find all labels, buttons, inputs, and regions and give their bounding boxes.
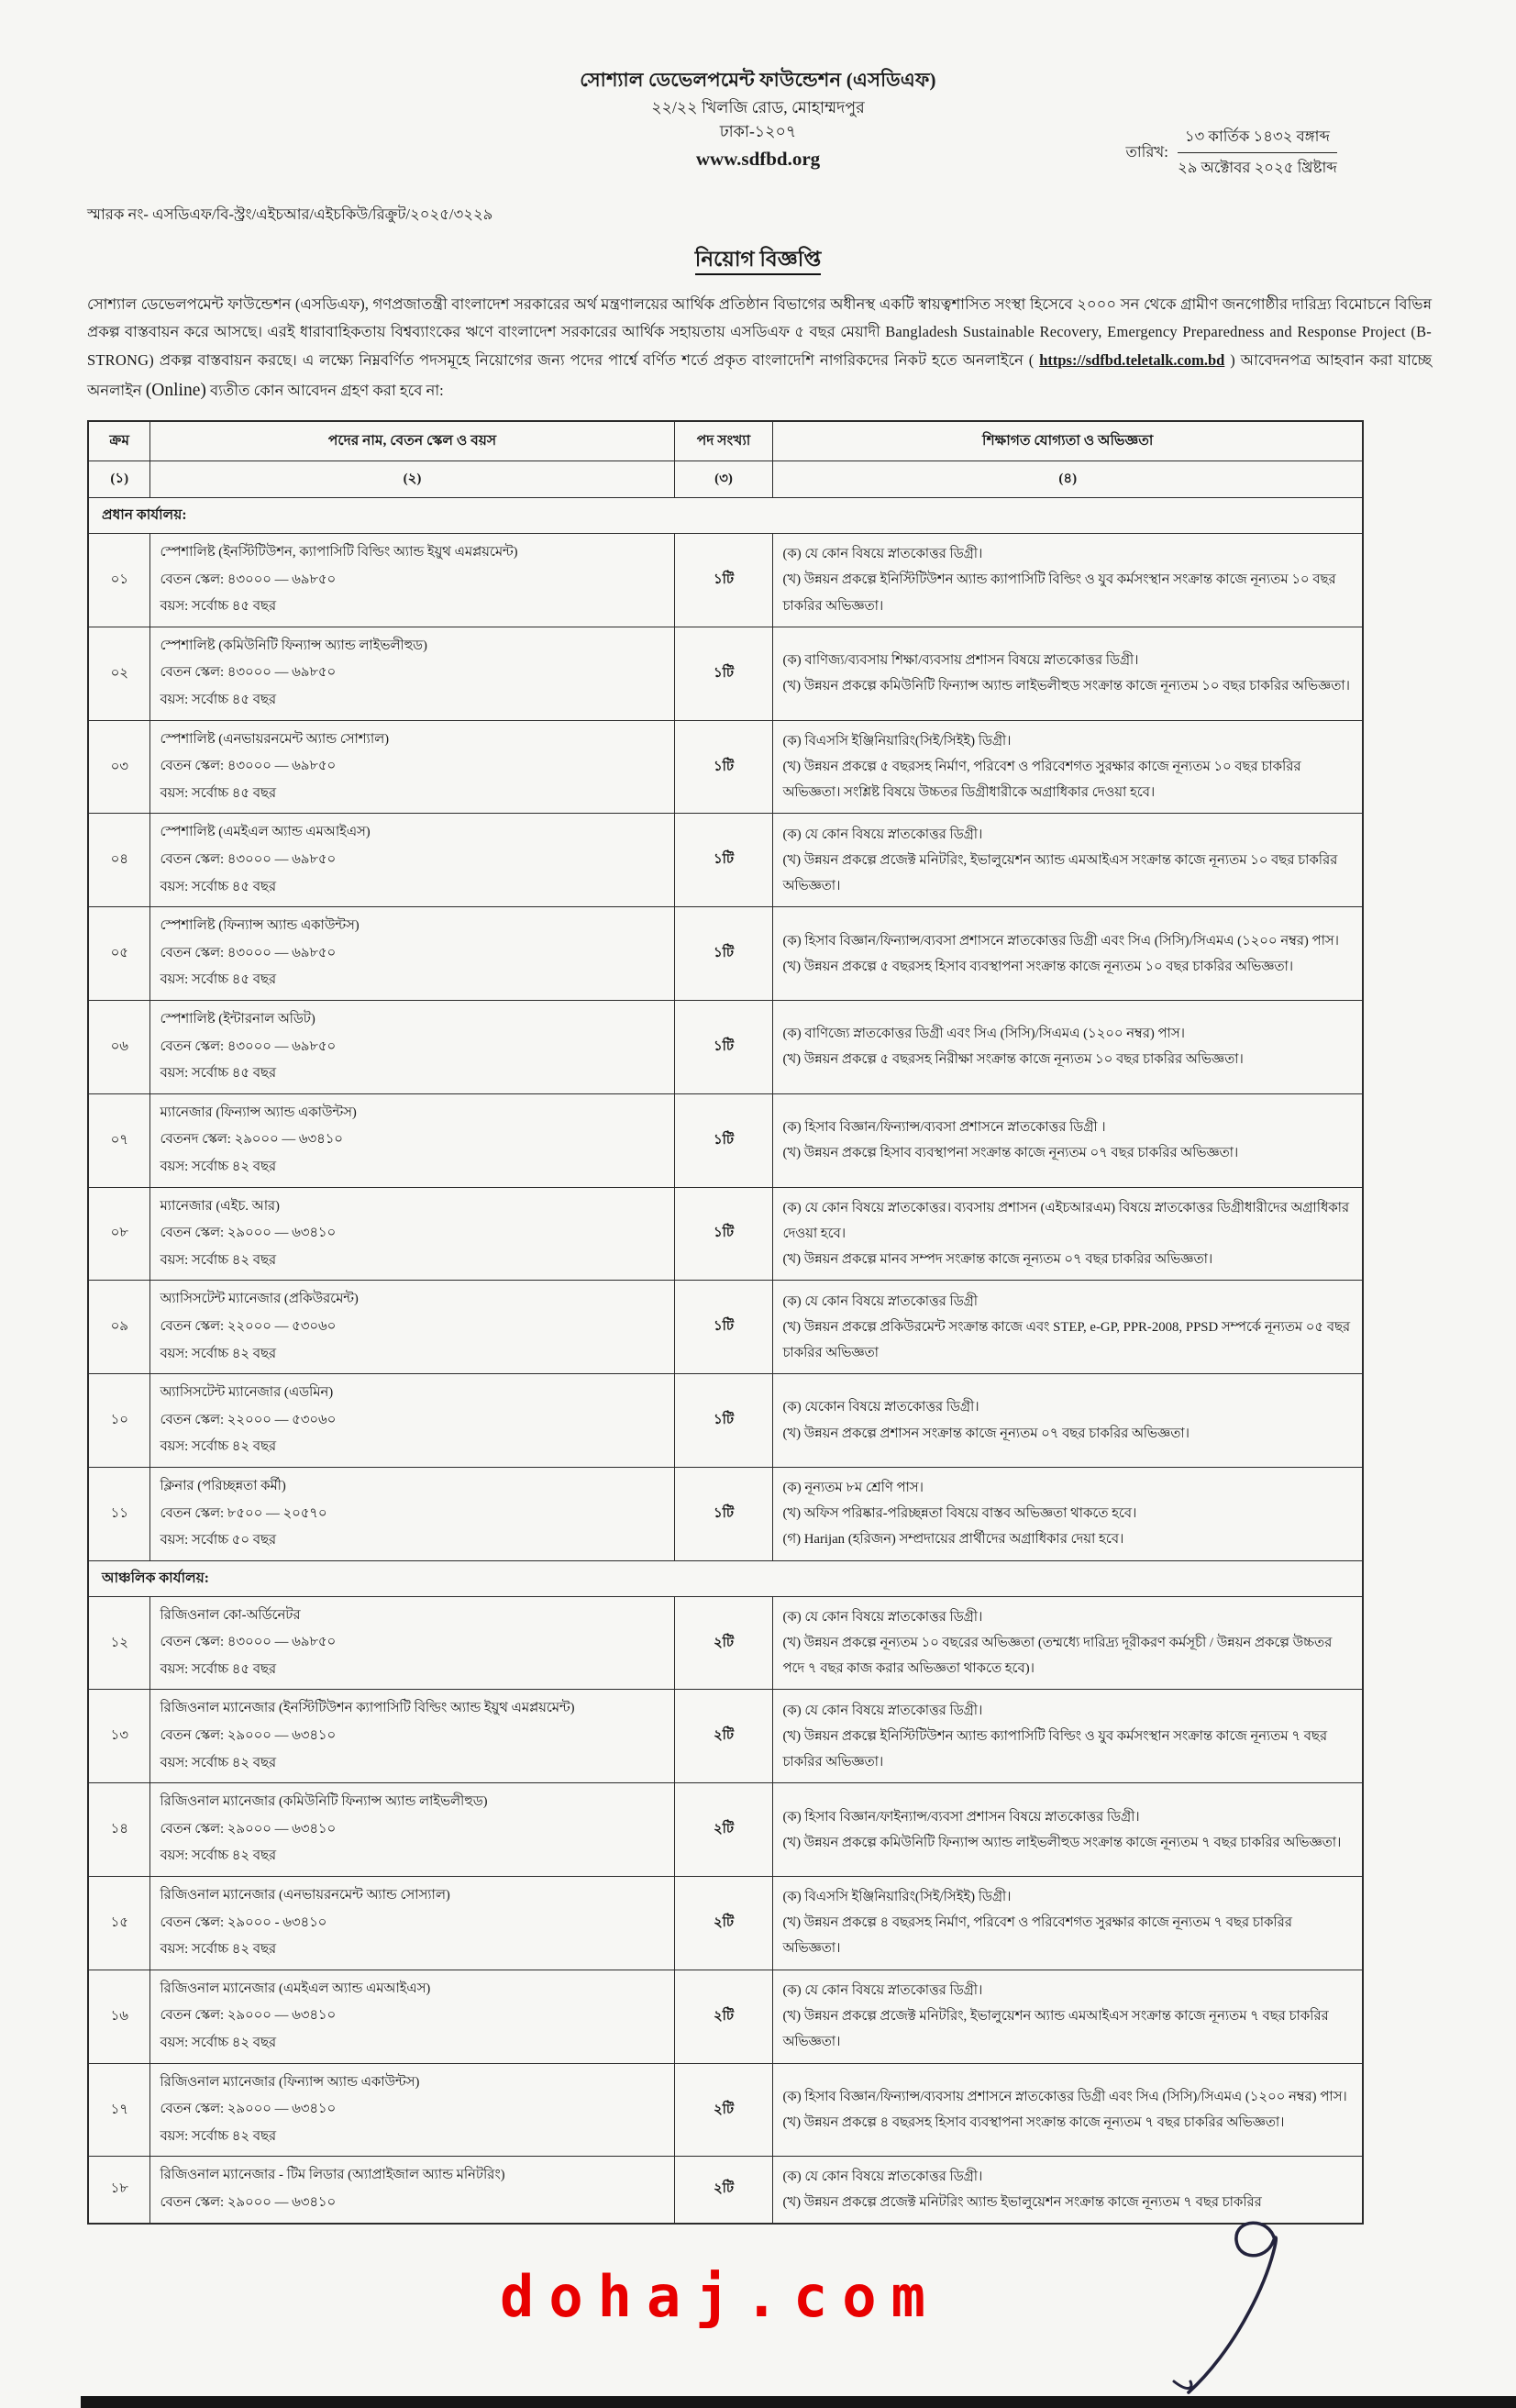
qualification-line: (খ) উন্নয়ন প্রকল্পে ৫ বছরসহ নিরীক্ষা সংক্রান্ত কাজে নূন্যতম ১০ বছর চাকরির অভিজ্ঞতা। bbox=[782, 1052, 1244, 1068]
table-row bbox=[88, 1187, 1363, 1281]
post-title: অ্যাসিসটেন্ট ম্যানেজার (এডমিন) bbox=[160, 1385, 334, 1401]
header-row bbox=[88, 421, 1363, 461]
qualification-line: (খ) অফিস পরিষ্কার-পরিচ্ছন্নতা বিষয়ে বাস্তব অভিজ্ঞতা থাকতে হবে। bbox=[782, 1506, 1137, 1522]
post-count-cell: ১টি bbox=[674, 1093, 773, 1187]
post-count-cell: ১টি bbox=[674, 627, 773, 720]
table-row bbox=[88, 1281, 1363, 1374]
memo-number: স্মারক নং- এসডিএফ/বি-স্ট্রং/এইচআর/এইচকিউ/রিক্রুট/২০২৫/৩২২৯ bbox=[87, 205, 493, 223]
post-title: স্পেশালিষ্ট (কমিউনিটি ফিন্যান্স অ্যান্ড লাইভলীহুড) bbox=[160, 638, 427, 653]
qualification-cell bbox=[773, 1187, 1363, 1281]
post-cell bbox=[150, 2157, 674, 2224]
qualification-cell bbox=[773, 1281, 1363, 1374]
qualification-line: (খ) উন্নয়ন প্রকল্পে ইনিস্টিটিউশন অ্যান্ড ক্যাপাসিটি বিল্ডিং ও যুব কর্মসংস্থান সংক্রান্ত কাজে নূন্যতম ৭ বছর চাকরির অভিজ্ঞতা। bbox=[782, 1728, 1327, 1770]
online-word: (Online) bbox=[145, 381, 206, 401]
pay-scale: বেতন স্কেল: ২৯০০০ — ৬৩৪১০ bbox=[160, 2194, 337, 2210]
pay-scale: বেতন স্কেল: ২২০০০ — ৫৩০৬০ bbox=[160, 1412, 337, 1427]
serial-cell: ১৩ bbox=[88, 1690, 150, 1783]
serial-cell: ০১ bbox=[88, 534, 150, 627]
qualification-line: (খ) উন্নয়ন প্রকল্পে ৪ বছরসহ হিসাব ব্যবস্থাপনা সংক্রান্ত কাজে নূন্যতম ৭ বছর চাকরির অভিজ্ঞতা। bbox=[782, 2115, 1285, 2130]
table-row bbox=[88, 1374, 1363, 1468]
qualification-cell bbox=[773, 1877, 1363, 1970]
post-count-cell: ১টি bbox=[674, 907, 773, 1001]
table-row bbox=[88, 534, 1363, 627]
age-limit: বয়স: সর্বোচ্চ ৪২ বছর bbox=[160, 1848, 277, 1864]
post-title: স্পেশালিষ্ট (ইনস্টিটিউশন, ক্যাপাসিটি বিল্ডিং অ্যান্ড ইয়ুথ এমপ্লয়মেন্ট) bbox=[160, 545, 518, 560]
qualification-cell bbox=[773, 1970, 1363, 2063]
section-row bbox=[88, 498, 1363, 534]
table-row bbox=[88, 907, 1363, 1001]
post-count-cell: ১টি bbox=[674, 534, 773, 627]
age-limit: বয়স: সর্বোচ্চ ৪২ বছর bbox=[160, 2036, 277, 2051]
post-title: ম্যানেজার (এইচ. আর) bbox=[160, 1198, 280, 1214]
section-row bbox=[88, 1560, 1363, 1596]
post-count-cell: ১টি bbox=[674, 1281, 773, 1374]
intro-paragraph bbox=[87, 291, 1432, 408]
age-limit: বয়স: সর্বোচ্চ ৪২ বছর bbox=[160, 1942, 277, 1958]
application-url-link[interactable]: https://sdfbd.teletalk.com.bd bbox=[1039, 350, 1225, 369]
address-line-2: ঢাকা-১২০৭ bbox=[719, 121, 797, 140]
pay-scale: বেতন স্কেল: ৮৫০০ — ২০৫৭০ bbox=[160, 1505, 327, 1521]
age-limit: বয়স: সর্বোচ্চ ৪৫ বছর bbox=[160, 1661, 277, 1677]
table-row bbox=[88, 627, 1363, 720]
qualification-cell bbox=[773, 907, 1363, 1001]
table-row bbox=[88, 1001, 1363, 1094]
post-title: ম্যানেজার (ফিন্যান্স অ্যান্ড একাউন্টস) bbox=[160, 1104, 357, 1120]
post-title: ক্লিনার (পরিচ্ছন্নতা কর্মী) bbox=[160, 1478, 286, 1493]
post-count-cell: ২টি bbox=[674, 2063, 773, 2157]
post-title: স্পেশালিষ্ট (এনভায়রনমেন্ট অ্যান্ড সোশ্যাল) bbox=[160, 731, 390, 747]
qualification-cell bbox=[773, 720, 1363, 814]
age-limit: বয়স: সর্বোচ্চ ৪৫ বছর bbox=[160, 879, 277, 894]
post-cell bbox=[150, 1187, 674, 1281]
pay-scale: বেতন স্কেল: ৪৩০০০ — ৬৯৮৫০ bbox=[160, 571, 337, 587]
post-cell bbox=[150, 1467, 674, 1560]
qualification-line: (ক) যে কোন বিষয়ে স্নাতকোত্তর ডিগ্রী। bbox=[782, 827, 983, 842]
age-limit: বয়স: সর্বোচ্চ ৪২ বছর bbox=[160, 1439, 277, 1455]
qualification-line: (খ) উন্নয়ন প্রকল্পে মানব সম্পদ সংক্রান্ত কাজে নূন্যতম ০৭ বছর চাকরির অভিজ্ঞতা। bbox=[782, 1252, 1213, 1268]
date-bangla: ১৩ কার্তিক ১৪৩২ বঙ্গাব্দ bbox=[1178, 125, 1337, 153]
post-count-cell: ১টি bbox=[674, 814, 773, 907]
qualification-cell bbox=[773, 534, 1363, 627]
date-label: তারিখ: bbox=[1125, 142, 1168, 161]
table-row bbox=[88, 1877, 1363, 1970]
serial-cell: ১৮ bbox=[88, 2157, 150, 2224]
post-cell bbox=[150, 627, 674, 720]
post-cell bbox=[150, 1093, 674, 1187]
signature-scribble bbox=[1135, 2211, 1319, 2408]
post-cell bbox=[150, 1281, 674, 1374]
serial-cell: ১৬ bbox=[88, 1970, 150, 2063]
qualification-cell bbox=[773, 1093, 1363, 1187]
pay-scale: বেতন স্কেল: ৪৩০০০ — ৬৯৮৫০ bbox=[160, 759, 337, 774]
qualification-line: (ক) নূন্যতম ৮ম শ্রেণি পাস। bbox=[782, 1481, 924, 1496]
age-limit: বয়স: সর্বোচ্চ ৪৫ বছর bbox=[160, 972, 277, 988]
qualification-line: (খ) উন্নয়ন প্রকল্পে ৪ বছরসহ নির্মাণ, পরিবেশ ও পরিবেশগত সুরক্ষার কাজে নূন্যতম ৭ বছর চাকরির অভিজ্ঞতা। bbox=[782, 1915, 1292, 1957]
post-title: স্পেশালিষ্ট (ফিন্যান্স অ্যান্ড একাউন্টস) bbox=[160, 918, 360, 934]
qualification-line: (খ) উন্নয়ন প্রকল্পে প্রজেক্ট মনিটরিং, ইভালুয়েশন অ্যান্ড এমআইএস সংক্রান্ত কাজে নূন্যতম ৭ বছর চাকরির অভিজ্ঞতা। bbox=[782, 2009, 1329, 2050]
post-title: স্পেশালিষ্ট (এমইএল অ্যান্ড এমআইএস) bbox=[160, 825, 371, 840]
intro-part-4: ব্যতীত কোন আবেদন গ্রহণ করা হবে না: bbox=[205, 382, 444, 400]
post-title: রিজিওনাল ম্যানেজার (এমইএল অ্যান্ড এমআইএস) bbox=[160, 1981, 431, 1996]
post-title: অ্যাসিসটেন্ট ম্যানেজার (প্রকিউরমেন্ট) bbox=[160, 1292, 359, 1307]
pay-scale: বেতন স্কেল: ৪৩০০০ — ৬৯৮৫০ bbox=[160, 945, 337, 960]
post-title: রিজিওনাল ম্যানেজার (ফিন্যান্স অ্যান্ড একাউন্টস) bbox=[160, 2074, 420, 2090]
organization-name: সোশ্যাল ডেভেলপমেন্ট ফাউন্ডেশন (এসডিএফ) bbox=[580, 69, 936, 91]
post-title: স্পেশালিষ্ট (ইন্টারনাল অডিট) bbox=[160, 1012, 315, 1027]
pay-scale: বেতন স্কেল: ৪৩০০০ — ৬৯৮৫০ bbox=[160, 665, 337, 681]
intro-part-1: সোশ্যাল ডেভেলপমেন্ট ফাউন্ডেশন (এসডিএফ), গণপ্রজাতন্ত্রী বাংলাদেশ সরকারের অর্থ মন্ত্রণালয়ের আর্থিক প্রতিষ্ঠান বিভাগের অধীনস্থ একটি স্বায়ত্বশাসিত সংস্থা হিসেবে ২০০০ সন থেকে গ্রামীণ জনগোষ্ঠীর দারিদ্র্য বিমোচনে বিভিন্ন প্রকল্প বাস্তবায়ন করে আসছে। এরই ধারাবাহিকতায় বিশ্বব্যাংকের ঋণে বাংলাদেশ সরকারের আর্থিক সহায়তায় এসডিএফ ৫ বছর মেয়াদী bbox=[87, 294, 1432, 341]
qualification-line: (ক) বাণিজ্য/ব্যবসায় শিক্ষা/ব্যবসায় প্রশাসন বিষয়ে স্নাতকোত্তর ডিগ্রী। bbox=[782, 653, 1139, 669]
pay-scale: বেতন স্কেল: ২৯০০০ - ৬৩৪১০ bbox=[160, 1914, 327, 1930]
column-header-qualification: শিক্ষাগত যোগ্যতা ও অভিজ্ঞতা bbox=[773, 421, 1363, 461]
qualification-line: (খ) উন্নয়ন প্রকল্পে প্রজেক্ট মনিটরিং, ইভালুয়েশন অ্যান্ড এমআইএস সংক্রান্ত কাজে নূন্যতম ১০ বছর চাকরির অভিজ্ঞতা। bbox=[782, 852, 1338, 893]
post-count-cell: ১টি bbox=[674, 1001, 773, 1094]
age-limit: বয়স: সর্বোচ্চ ৪২ বছর bbox=[160, 1346, 277, 1361]
post-count-cell: ১টি bbox=[674, 1374, 773, 1468]
age-limit: বয়স: সর্বোচ্চ ৪২ বছর bbox=[160, 1252, 277, 1268]
serial-cell: ০৫ bbox=[88, 907, 150, 1001]
table-row bbox=[88, 1970, 1363, 2063]
post-cell bbox=[150, 1374, 674, 1468]
column-number-2: (২) bbox=[150, 461, 674, 498]
post-title: রিজিওনাল ম্যানেজার (কমিউনিটি ফিন্যান্স অ্যান্ড লাইভলীহুড) bbox=[160, 1794, 488, 1810]
qualification-line: (ক) যে কোন বিষয়ে স্নাতকোত্তর ডিগ্রী। bbox=[782, 1609, 983, 1625]
intro-part-3: ) আবেদনপত্র আহবান করা যাচ্ছে অনলাইন bbox=[87, 350, 1432, 400]
table-row bbox=[88, 1596, 1363, 1690]
section-label: আঞ্চলিক কার্যালয়: bbox=[88, 1560, 1363, 1596]
column-number-4: (৪) bbox=[773, 461, 1363, 498]
post-count-cell: ২টি bbox=[674, 1596, 773, 1690]
qualification-cell bbox=[773, 1690, 1363, 1783]
address-line-1: ২২/২২ খিলজি রোড, মোহাম্মদপুর bbox=[651, 97, 865, 117]
serial-cell: ০৪ bbox=[88, 814, 150, 907]
table-row bbox=[88, 1093, 1363, 1187]
serial-cell: ১৪ bbox=[88, 1783, 150, 1877]
serial-cell: ০৩ bbox=[88, 720, 150, 814]
post-title: রিজিওনাল ম্যানেজার - টিম লিডার (অ্যাপ্রাইজাল অ্যান্ড মনিটরিং) bbox=[160, 2168, 505, 2183]
age-limit: বয়স: সর্বোচ্চ ৪২ বছর bbox=[160, 2128, 277, 2144]
footer-zone bbox=[0, 2225, 1516, 2408]
age-limit: বয়স: সর্বোচ্চ ৪৫ বছর bbox=[160, 1066, 277, 1082]
table-row bbox=[88, 2063, 1363, 2157]
qualification-cell bbox=[773, 1596, 1363, 1690]
qualification-line: (ক) যে কোন বিষয়ে স্নাতকোত্তর ডিগ্রী। bbox=[782, 1983, 983, 1999]
table-row bbox=[88, 1783, 1363, 1877]
post-cell bbox=[150, 1970, 674, 2063]
qualification-line: (খ) উন্নয়ন প্রকল্পে হিসাব ব্যবস্থাপনা সংক্রান্ত কাজে নূন্যতম ০৭ বছর চাকরির অভিজ্ঞতা। bbox=[782, 1146, 1239, 1161]
serial-cell: ১০ bbox=[88, 1374, 150, 1468]
serial-cell: ০৯ bbox=[88, 1281, 150, 1374]
job-positions-table bbox=[87, 420, 1364, 2224]
qualification-cell bbox=[773, 814, 1363, 907]
qualification-line: (ক) যে কোন বিষয়ে স্নাতকোত্তর ডিগ্রী। bbox=[782, 2169, 983, 2184]
table-row bbox=[88, 1690, 1363, 1783]
qualification-line: (ক) যে কোন বিষয়ে স্নাতকোত্তর ডিগ্রী। bbox=[782, 1703, 983, 1718]
age-limit: বয়স: সর্বোচ্চ ৫০ বছর bbox=[160, 1533, 277, 1548]
post-cell bbox=[150, 1690, 674, 1783]
post-title: রিজিওনাল ম্যানেজার (এনভায়রনমেন্ট অ্যান্ড সোস্যাল) bbox=[160, 1888, 450, 1903]
section-label: প্রধান কার্যালয়: bbox=[88, 498, 1363, 534]
qualification-line: (ক) বাণিজ্যে স্নাতকোত্তর ডিগ্রী এবং সিএ (সিসি)/সিএমএ (১২০০ নম্বর) পাস। bbox=[782, 1026, 1185, 1042]
qualification-line: (খ) উন্নয়ন প্রকল্পে ৫ বছরসহ হিসাব ব্যবস্থাপনা সংক্রান্ত কাজে নূন্যতম ১০ বছর চাকরির অভিজ্ঞতা। bbox=[782, 959, 1294, 974]
table-header bbox=[88, 421, 1363, 498]
qualification-line: (ক) হিসাব বিজ্ঞান/ফিন্যান্স/ব্যবসা প্রশাসনে স্নাতকোত্তর ডিগ্রী এবং সিএ (সিসি)/সিএমএ (১২০০ নম্বর) পাস। bbox=[782, 933, 1339, 949]
date-gregorian: ২৯ অক্টোবর ২০২৫ খ্রিষ্টাব্দ bbox=[1177, 158, 1337, 176]
age-limit: বয়স: সর্বোচ্চ ৪২ বছর bbox=[160, 1159, 277, 1174]
serial-cell: ১৭ bbox=[88, 2063, 150, 2157]
pay-scale: বেতন স্কেল: ২৯০০০ — ৬৩৪১০ bbox=[160, 1821, 337, 1837]
qualification-line: (ক) যে কোন বিষয়ে স্নাতকোত্তর ডিগ্রী bbox=[782, 1293, 978, 1309]
pay-scale: বেতন স্কেল: ২৯০০০ — ৬৩৪১০ bbox=[160, 1728, 337, 1744]
post-count-cell: ২টি bbox=[674, 1970, 773, 2063]
qualification-cell bbox=[773, 1001, 1363, 1094]
qualification-line: (খ) উন্নয়ন প্রকল্পে ৫ বছরসহ নির্মাণ, পরিবেশ ও পরিবেশগত সুরক্ষার কাজে নূন্যতম ১০ বছর চাকরির অভিজ্ঞতা। সংশ্লিষ্ট বিষয়ে উচ্চতর ডিগ্রীধারীকে অগ্রাধিকার দেওয়া হবে। bbox=[782, 760, 1301, 801]
serial-cell: ১১ bbox=[88, 1467, 150, 1560]
table-row bbox=[88, 720, 1363, 814]
qualification-line: (খ) উন্নয়ন প্রকল্পে প্রশাসন সংক্রান্ত কাজে নূন্যতম ০৭ বছর চাকরির অভিজ্ঞতা। bbox=[782, 1426, 1190, 1441]
qualification-line: (খ) উন্নয়ন প্রকল্পে কমিউনিটি ফিন্যান্স অ্যান্ড লাইভলীহুড সংক্রান্ত কাজে নূন্যতম ১০ বছর চাকরির অভিজ্ঞতা। bbox=[782, 679, 1350, 694]
qualification-line: (খ) উন্নয়ন প্রকল্পে প্রকিউরমেন্ট সংক্রান্ত কাজে এবং STEP, e-GP, PPR-2008, PPSD সম্পর্কে নূন্যতম ০৫ বছর চাকরির অভিজ্ঞতা bbox=[782, 1319, 1351, 1360]
post-cell bbox=[150, 1877, 674, 1970]
post-cell bbox=[150, 534, 674, 627]
serial-cell: ১২ bbox=[88, 1596, 150, 1690]
qualification-line: (ক) যেকোন বিষয়ে স্নাতকোত্তর ডিগ্রী। bbox=[782, 1400, 979, 1415]
serial-cell: ০৭ bbox=[88, 1093, 150, 1187]
qualification-cell bbox=[773, 1374, 1363, 1468]
qualification-cell bbox=[773, 1467, 1363, 1560]
post-cell bbox=[150, 1596, 674, 1690]
pay-scale: বেতন স্কেল: ২৯০০০ — ৬৩৪১০ bbox=[160, 2102, 337, 2117]
post-title: রিজিওনাল ম্যানেজার (ইনস্টিটিউশন ক্যাপাসিটি বিল্ডিং অ্যান্ড ইয়ুথ এমপ্লয়মেন্ট) bbox=[160, 1701, 575, 1716]
page-title: নিয়োগ বিজ্ঞপ্তি bbox=[0, 242, 1516, 278]
serial-cell: ১৫ bbox=[88, 1877, 150, 1970]
qualification-line: (খ) উন্নয়ন প্রকল্পে নূন্যতম ১০ বছরের অভিজ্ঞতা (তম্মধ্যে দারিদ্র্য দূরীকরণ কর্মসূচী / উন্নয়ন প্রকল্পে উচ্চতর পদে ৭ বছর কাজ করার অভিজ্ঞতা থাকতে হবে)। bbox=[782, 1636, 1333, 1677]
post-count-cell: ১টি bbox=[674, 1187, 773, 1281]
column-number-row bbox=[88, 461, 1363, 498]
intro-part-2: প্রকল্প বাস্তবায়ন করছে। এ লক্ষ্যে নিম্নবর্ণিত পদসমূহে নিয়োগের জন্য পদের পার্শ্বে বর্ণিত শর্তে প্রকৃত বাংলাদেশি নাগরিকদের নিকট হতে অনলাইনে ( bbox=[153, 350, 1040, 369]
qualification-line: (খ) উন্নয়ন প্রকল্পে কমিউনিটি ফিন্যান্স অ্যান্ড লাইভলীহুড সংক্রান্ত কাজে নূন্যতম ৭ বছর চাকরির অভিজ্ঞতা। bbox=[782, 1835, 1342, 1850]
website-link[interactable]: www.sdfbd.org bbox=[695, 148, 821, 170]
date-stack bbox=[1178, 125, 1337, 181]
scan-edge-bar bbox=[81, 2396, 1516, 2408]
post-count-cell: ২টি bbox=[674, 2157, 773, 2224]
pay-scale: বেতন স্কেল: ২২০০০ — ৫৩০৬০ bbox=[160, 1318, 337, 1334]
qualification-line: (ক) হিসাব বিজ্ঞান/ফিন্যান্স/ব্যবসায় প্রশাসনে স্নাতকোত্তর ডিগ্রী এবং সিএ (সিসি)/সিএমএ (১২০০ নম্বর) পাস। bbox=[782, 2089, 1347, 2104]
serial-cell: ০৮ bbox=[88, 1187, 150, 1281]
age-limit: বয়স: সর্বোচ্চ ৪৫ বছর bbox=[160, 785, 277, 801]
pay-scale: বেতন স্কেল: ২৯০০০ — ৬৩৪১০ bbox=[160, 2008, 337, 2024]
project-name-english: Bangladesh Sustainable Recovery, Emergency Preparedness and Response Project (B-STRONG) bbox=[87, 323, 1432, 369]
watermark-text: dohaj.com bbox=[500, 2262, 940, 2330]
table-row bbox=[88, 814, 1363, 907]
qualification-line: (ক) যে কোন বিষয়ে স্নাতকোত্তর ডিগ্রী। bbox=[782, 547, 983, 562]
qualification-line: (ক) যে কোন বিষয়ে স্নাতকোত্তর। ব্যবসায় প্রশাসন (এইচআরএম) বিষয়ে স্নাতকোত্তর ডিগ্রীধারীদের অগ্রাধিকার দেওয়া হবে। bbox=[782, 1200, 1350, 1241]
qualification-cell bbox=[773, 1783, 1363, 1877]
post-title: রিজিওনাল কো-অর্ডিনেটর bbox=[160, 1607, 301, 1623]
pay-scale: বেতন স্কেল: ৪৩০০০ — ৬৯৮৫০ bbox=[160, 1635, 337, 1650]
qualification-line: (গ) Harijan (হরিজন) সম্প্রদায়ের প্রার্থীদের অগ্রাধিকার দেয়া হবে। bbox=[782, 1532, 1124, 1548]
post-count-cell: ২টি bbox=[674, 1877, 773, 1970]
post-count-cell: ২টি bbox=[674, 1690, 773, 1783]
post-cell bbox=[150, 814, 674, 907]
pay-scale: বেতন স্কেল: ২৯০০০ — ৬৩৪১০ bbox=[160, 1226, 337, 1241]
column-number-1: (১) bbox=[88, 461, 150, 498]
qualification-line: (খ) উন্নয়ন প্রকল্পে ইনিস্টিটিউশন অ্যান্ড ক্যাপাসিটি বিল্ডিং ও যুব কর্মসংস্থান সংক্রান্ত কাজে নূন্যতম ১০ বছর চাকরির অভিজ্ঞতা। bbox=[782, 572, 1336, 614]
qualification-line: (ক) বিএসসি ইঞ্জিনিয়ারিং(সিই/সিইই) ডিগ্রী। bbox=[782, 1890, 1012, 1905]
qualification-cell bbox=[773, 2063, 1363, 2157]
pay-scale: বেতন স্কেল: ৪৩০০০ — ৬৯৮৫০ bbox=[160, 1038, 337, 1054]
post-cell bbox=[150, 1783, 674, 1877]
column-header-serial: ক্রম bbox=[88, 421, 150, 461]
column-header-post: পদের নাম, বেতন স্কেল ও বয়স bbox=[150, 421, 674, 461]
age-limit: বয়স: সর্বোচ্চ ৪৫ বছর bbox=[160, 599, 277, 615]
post-cell bbox=[150, 2063, 674, 2157]
age-limit: বয়স: সর্বোচ্চ ৪৫ বছর bbox=[160, 693, 277, 708]
qualification-line: (ক) হিসাব বিজ্ঞান/ফিন্যান্স/ব্যবসা প্রশাসনে স্নাতকোত্তর ডিগ্রী । bbox=[782, 1120, 1106, 1136]
post-count-cell: ১টি bbox=[674, 720, 773, 814]
table-row bbox=[88, 1467, 1363, 1560]
job-table-body bbox=[88, 498, 1363, 2224]
date-block bbox=[1125, 125, 1337, 181]
column-header-count: পদ সংখ্যা bbox=[674, 421, 773, 461]
post-cell bbox=[150, 720, 674, 814]
serial-cell: ০৬ bbox=[88, 1001, 150, 1094]
qualification-cell bbox=[773, 627, 1363, 720]
post-count-cell: ১টি bbox=[674, 1467, 773, 1560]
pay-scale: বেতন স্কেল: ৪৩০০০ — ৬৯৮৫০ bbox=[160, 852, 337, 868]
post-count-cell: ২টি bbox=[674, 1783, 773, 1877]
qualification-line: (ক) হিসাব বিজ্ঞান/ফাইন্যান্স/ব্যবসা প্রশাসন বিষয়ে স্নাতকোত্তর ডিগ্রী। bbox=[782, 1809, 1140, 1825]
qualification-line: (খ) উন্নয়ন প্রকল্পে প্রজেক্ট মনিটরিং অ্যান্ড ইভালুয়েশন সংক্রান্ত কাজে নূন্যতম ৭ বছর চাকরির bbox=[782, 2194, 1262, 2210]
qualification-line: (ক) বিএসসি ইঞ্জিনিয়ারিং(সিই/সিইই) ডিগ্রী। bbox=[782, 733, 1012, 749]
pay-scale: বেতনদ স্কেল: ২৯০০০ — ৬৩৪১০ bbox=[160, 1132, 343, 1148]
post-cell bbox=[150, 1001, 674, 1094]
serial-cell: ০২ bbox=[88, 627, 150, 720]
age-limit: বয়স: সর্বোচ্চ ৪২ বছর bbox=[160, 1755, 277, 1770]
post-cell bbox=[150, 907, 674, 1001]
column-number-3: (৩) bbox=[674, 461, 773, 498]
